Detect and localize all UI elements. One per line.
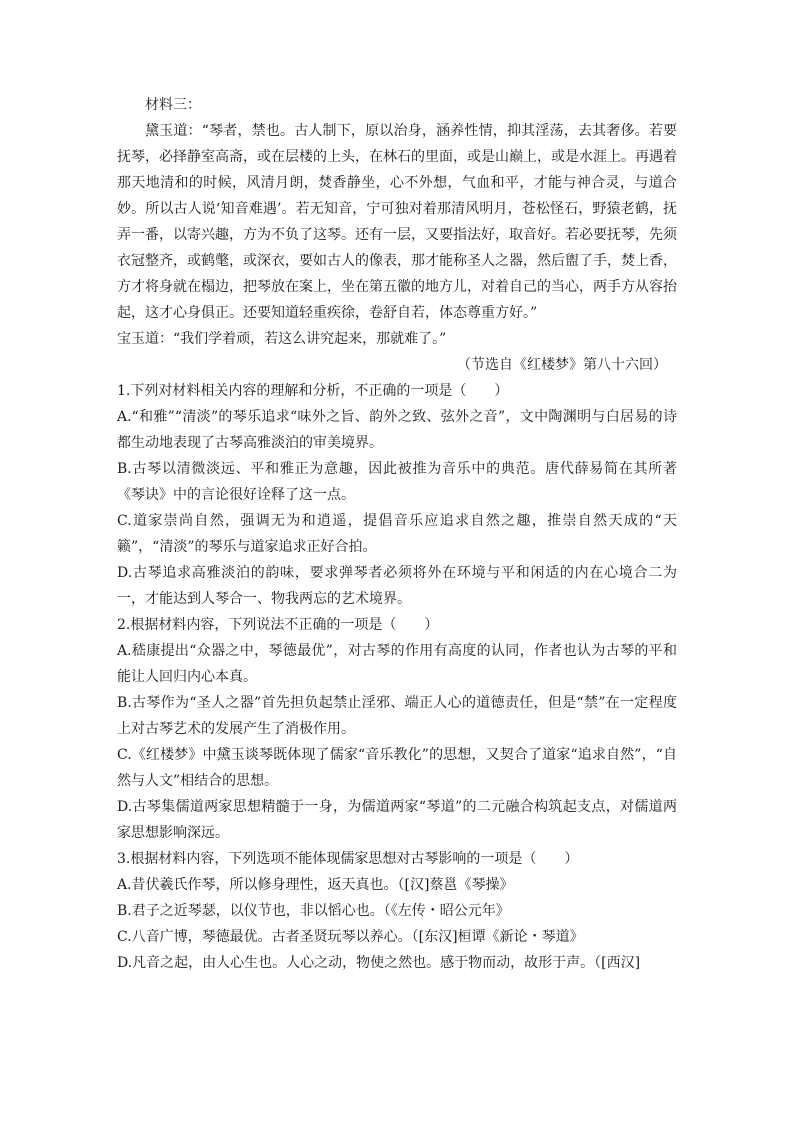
option-c: C.《红楼梦》中黛玉谈琴既体现了儒家“音乐教化”的思想，又契合了道家“追求自然”，“自然与人文”相结合的思想。 [117,747,677,789]
option-a: A.“和雅”“清淡”的琴乐追求“味外之旨、韵外之致、弦外之音”，文中陶渊明与白居易的诗都生动地表现了古琴高雅淡泊的审美境界。 [117,409,677,451]
question-1 [117,378,677,612]
document-body [117,92,677,976]
option-d: D.凡音之起，由人心生也。人心之动，物使之然也。感于物而动，故形于声。（[西汉] [117,955,641,971]
option-c: C.八音广博，琴德最优。古者圣贤玩琴以养心。（[东汉]桓谭《新论・琴道》 [117,929,584,945]
option-c: C.道家崇尚自然，强调无为和逍遥，提倡音乐应追求自然之趣，推崇自然天成的“天籁”，“清淡”的琴乐与道家追求正好合拍。 [117,513,677,555]
question-stem: 2.根据材料内容，下列说法不正确的一项是（ ） [117,617,439,633]
option-b: B.君子之近琴瑟，以仪节也，非以慆心也。（《左传・昭公元年》 [117,903,510,919]
option-d: D.古琴集儒道两家思想精髓于一身，为儒道两家“琴道”的二元融合构筑起支点，对儒道两家思想影响深远。 [117,799,677,841]
material-source: （节选自《红楼梦》第八十六回） [457,357,667,373]
material-heading: 材料三： [145,97,201,113]
option-a: A.嵇康提出“众器之中，琴德最优”，对古琴的作用有高度的认同，作者也认为古琴的平和能让人回归内心本真。 [117,643,677,685]
option-b: B.古琴以清微淡远、平和雅正为意趣，因此被推为音乐中的典范。唐代薛易简在其所著《琴诀》中的言论很好诠释了这一点。 [117,461,677,503]
option-d: D.古琴追求高雅淡泊的韵味，要求弹琴者必须将外在环境与平和闲适的内在心境合二为一，才能达到人琴合一、物我两忘的艺术境界。 [117,565,677,607]
option-b: B.古琴作为“圣人之器”首先担负起禁止淫邪、端正人心的道德责任，但是“禁”在一定程度上对古琴艺术的发展产生了消极作用。 [117,695,677,737]
material-paragraph-1: 黛玉道：“琴者，禁也。古人制下，原以治身，涵养性情，抑其淫荡，去其奢侈。若要抚琴，必择静室高斋，或在层楼的上头，在林石的里面，或是山巅上，或是水涯上。再遇着那天地清和的时候，风清月朗，焚香静坐，心不外想，气血和平，才能与神合灵，与道合妙。所以古人说‘知音难遇’。若无知音，宁可独对着那清风明月，苍松怪石，野猿老鹤，抚弄一番，以寄兴趣，方为不负了这琴。还有一层，又要指法好，取音好。若必要抚琴，先须衣冠整齐，或鹤氅，或深衣，要如古人的像表，那才能称圣人之器，然后盥了手，焚上香，方才将身就在榻边，把琴放在案上，坐在第五徽的地方儿，对着自己的当心，两手方从容抬起，这才心身俱正。还要知道轻重疾徐，卷舒自若，体态尊重方好。” [117,123,677,321]
question-stem: 3.根据材料内容，下列选项不能体现儒家思想对古琴影响的一项是（ ） [117,851,579,867]
material-paragraph-2: 宝玉道：“我们学着顽，若这么讲究起来，那就难了。” [117,331,447,347]
question-2 [117,612,677,846]
question-3 [117,846,677,976]
option-a: A.昔伏羲氏作琴，所以修身理性，返天真也。（[汉]蔡邕《琴操》 [117,877,514,893]
question-stem: 1.下列对材料相关内容的理解和分析，不正确的一项是（ ） [117,383,509,399]
